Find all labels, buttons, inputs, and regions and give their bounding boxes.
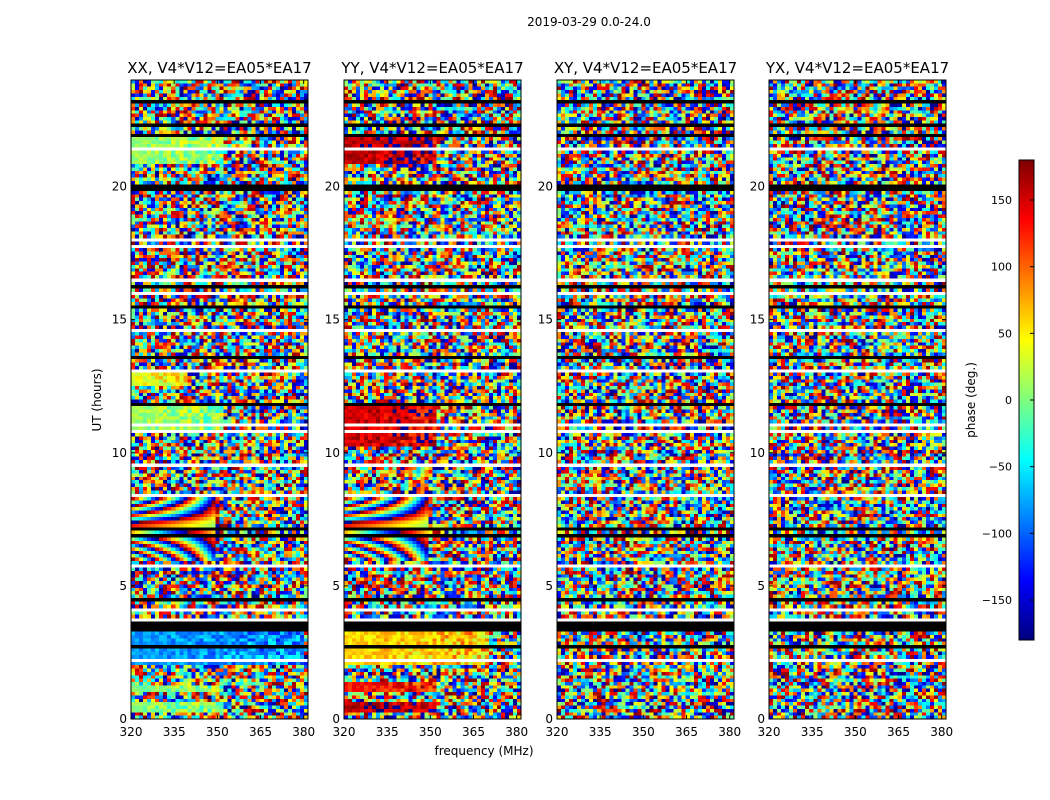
heatmap-panel	[750, 59, 953, 739]
y-tick-label: 0	[545, 712, 553, 726]
x-tick-label: 365	[675, 725, 698, 739]
y-tick-label: 20	[538, 180, 553, 194]
heatmap-cells	[557, 80, 734, 719]
x-tick-label: 350	[632, 725, 655, 739]
y-axis-label: UT (hours)	[90, 368, 104, 431]
colorbar-label: phase (deg.)	[964, 362, 978, 438]
x-tick-label: 365	[249, 725, 272, 739]
x-tick-label: 335	[589, 725, 612, 739]
x-tick-label: 335	[163, 725, 186, 739]
heatmap-cells	[344, 80, 521, 719]
heatmap-cells	[769, 80, 946, 719]
colorbar-tick-label: 150	[991, 194, 1012, 207]
y-tick-label: 0	[757, 712, 765, 726]
colorbar-tick-label: 0	[1005, 394, 1012, 407]
y-tick-label: 10	[112, 446, 127, 460]
heatmap-panel	[325, 59, 528, 739]
panel-title: XX, V4*V12=EA05*EA17	[127, 59, 311, 77]
x-tick-label: 350	[206, 725, 229, 739]
x-tick-label: 320	[120, 725, 143, 739]
x-axis-label: frequency (MHz)	[434, 744, 533, 758]
y-tick-label: 10	[538, 446, 553, 460]
colorbar-tick-label: −100	[982, 527, 1012, 540]
y-tick-label: 5	[332, 579, 340, 593]
y-tick-label: 10	[325, 446, 340, 460]
colorbar	[964, 160, 1034, 640]
heatmap-cells	[131, 80, 308, 719]
x-tick-label: 380	[292, 725, 315, 739]
y-tick-label: 20	[750, 180, 765, 194]
figure-suptitle: 2019-03-29 0.0-24.0	[527, 15, 651, 29]
panel-title: YX, V4*V12=EA05*EA17	[765, 59, 949, 77]
colorbar-tick-label: 50	[998, 327, 1012, 340]
x-tick-label: 350	[419, 725, 442, 739]
x-tick-label: 320	[333, 725, 356, 739]
x-tick-label: 320	[758, 725, 781, 739]
y-tick-label: 5	[757, 579, 765, 593]
x-tick-label: 380	[505, 725, 528, 739]
y-tick-label: 15	[112, 313, 127, 327]
x-tick-label: 320	[546, 725, 569, 739]
x-tick-label: 365	[462, 725, 485, 739]
x-tick-label: 380	[930, 725, 953, 739]
colorbar-tick-label: −50	[989, 461, 1012, 474]
y-tick-label: 5	[545, 579, 553, 593]
x-tick-label: 350	[844, 725, 867, 739]
x-tick-label: 365	[887, 725, 910, 739]
colorbar-tick-label: −150	[982, 594, 1012, 607]
x-tick-label: 335	[801, 725, 824, 739]
y-tick-label: 15	[538, 313, 553, 327]
y-tick-label: 15	[325, 313, 340, 327]
panel-title: XY, V4*V12=EA05*EA17	[554, 59, 737, 77]
y-tick-label: 10	[750, 446, 765, 460]
y-tick-label: 15	[750, 313, 765, 327]
y-tick-label: 0	[119, 712, 127, 726]
x-tick-label: 380	[718, 725, 741, 739]
y-tick-label: 5	[119, 579, 127, 593]
heatmap-panel	[538, 59, 741, 739]
y-tick-label: 20	[112, 180, 127, 194]
colorbar-tick-label: 100	[991, 261, 1012, 274]
y-tick-label: 0	[332, 712, 340, 726]
y-tick-label: 20	[325, 180, 340, 194]
heatmap-panel	[112, 59, 315, 739]
panel-title: YY, V4*V12=EA05*EA17	[340, 59, 523, 77]
x-tick-label: 335	[376, 725, 399, 739]
